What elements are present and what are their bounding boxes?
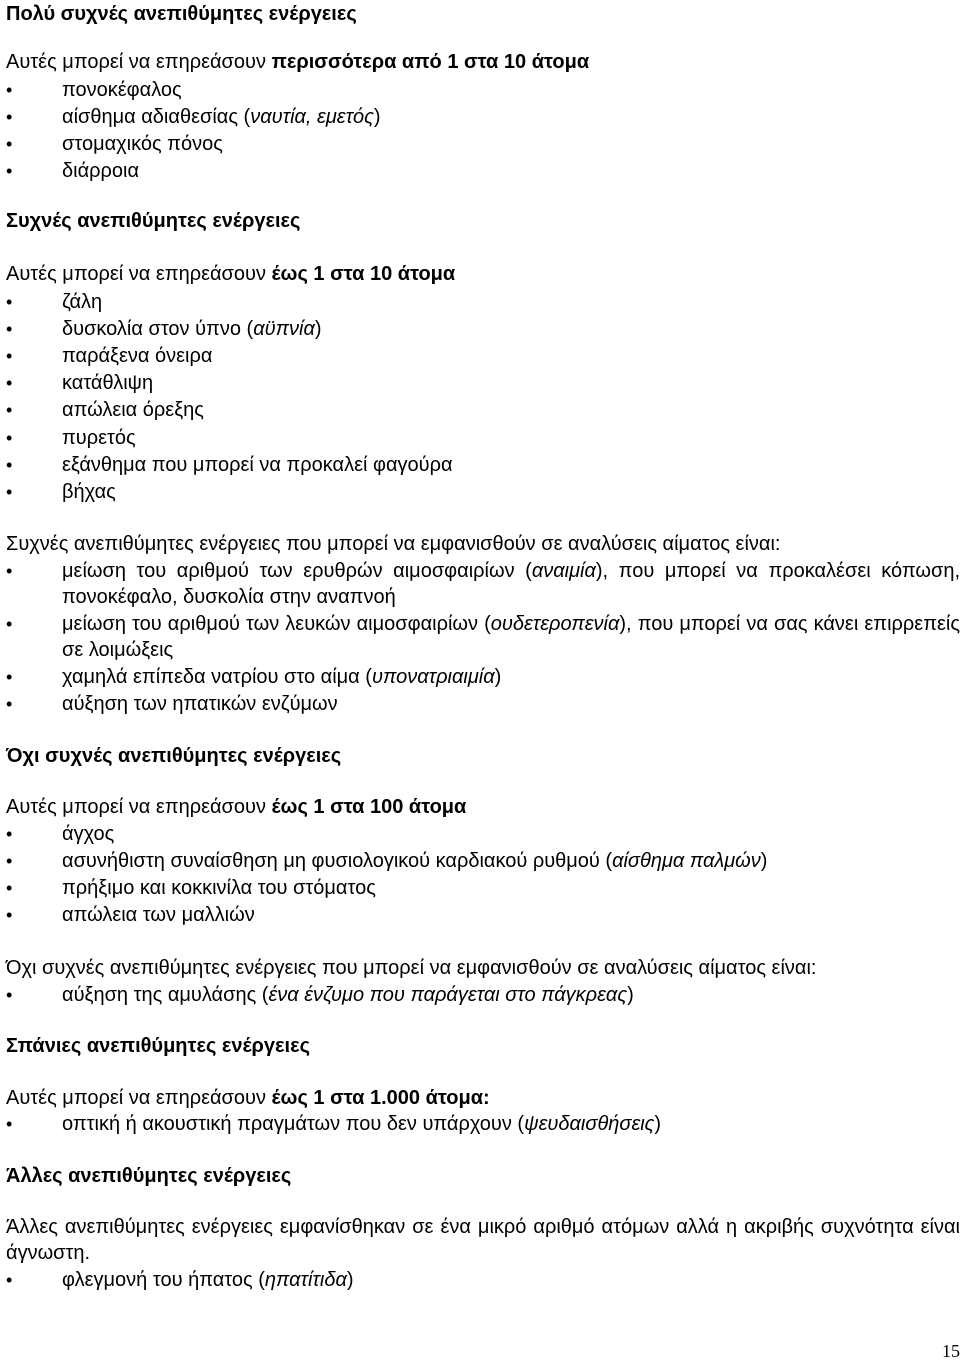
section-heading: Σπάνιες ανεπιθύμητες ενέργειες — [6, 1035, 310, 1057]
section-paragraph: Άλλες ανεπιθύμητες ενέργειες εμφανίσθηκαν σε ένα μικρό αριθμό ατόμων αλλά η ακριβής συχνότητα είναι άγνωστη. — [6, 1216, 960, 1264]
bullet-icon: • — [6, 824, 13, 844]
blood-tests-intro: Όχι συχνές ανεπιθύμητες ενέργειες που μπορεί να εμφανισθούν σε αναλύσεις αίματος είναι: — [6, 957, 817, 979]
bullet-icon: • — [6, 292, 13, 312]
bullet-icon: • — [6, 1270, 13, 1290]
section-heading: Όχι συχνές ανεπιθύμητες ενέργειες — [6, 745, 342, 767]
bullet-icon: • — [6, 851, 13, 871]
section-intro: Αυτές μπορεί να επηρεάσουν έως 1 στα 100 άτομα — [6, 796, 467, 818]
bullet-icon: • — [6, 346, 13, 366]
bullet-icon: • — [6, 905, 13, 925]
bullet-icon: • — [6, 455, 13, 475]
bullet-icon: • — [6, 319, 13, 339]
bullet-icon: • — [6, 107, 13, 127]
bullet-icon: • — [6, 400, 13, 420]
page-number: 15 — [942, 1341, 960, 1361]
section-heading: Άλλες ανεπιθύμητες ενέργειες — [6, 1165, 292, 1187]
bullet-icon: • — [6, 134, 13, 154]
bullet-icon: • — [6, 614, 13, 634]
bullet-icon: • — [6, 482, 13, 502]
bullet-icon: • — [6, 80, 13, 100]
section-heading: Συχνές ανεπιθύμητες ενέργειες — [6, 210, 301, 232]
bullet-icon: • — [6, 1114, 13, 1134]
bullet-icon: • — [6, 373, 13, 393]
blood-tests-intro: Συχνές ανεπιθύμητες ενέργειες που μπορεί να εμφανισθούν σε αναλύσεις αίματος είναι: — [6, 533, 781, 555]
bullet-icon: • — [6, 667, 13, 687]
bullet-icon: • — [6, 428, 13, 448]
section-heading: Πολύ συχνές ανεπιθύμητες ενέργειες — [6, 3, 357, 25]
bullet-icon: • — [6, 878, 13, 898]
bullet-icon: • — [6, 561, 13, 581]
bullet-icon: • — [6, 985, 13, 1005]
section-intro: Αυτές μπορεί να επηρεάσουν έως 1 στα 1.000 άτομα: — [6, 1087, 490, 1109]
section-intro: Αυτές μπορεί να επηρεάσουν έως 1 στα 10 άτομα — [6, 263, 456, 285]
bullet-icon: • — [6, 161, 13, 181]
bullet-icon: • — [6, 694, 13, 714]
section-intro: Αυτές μπορεί να επηρεάσουν περισσότερα από 1 στα 10 άτομα — [6, 51, 590, 73]
